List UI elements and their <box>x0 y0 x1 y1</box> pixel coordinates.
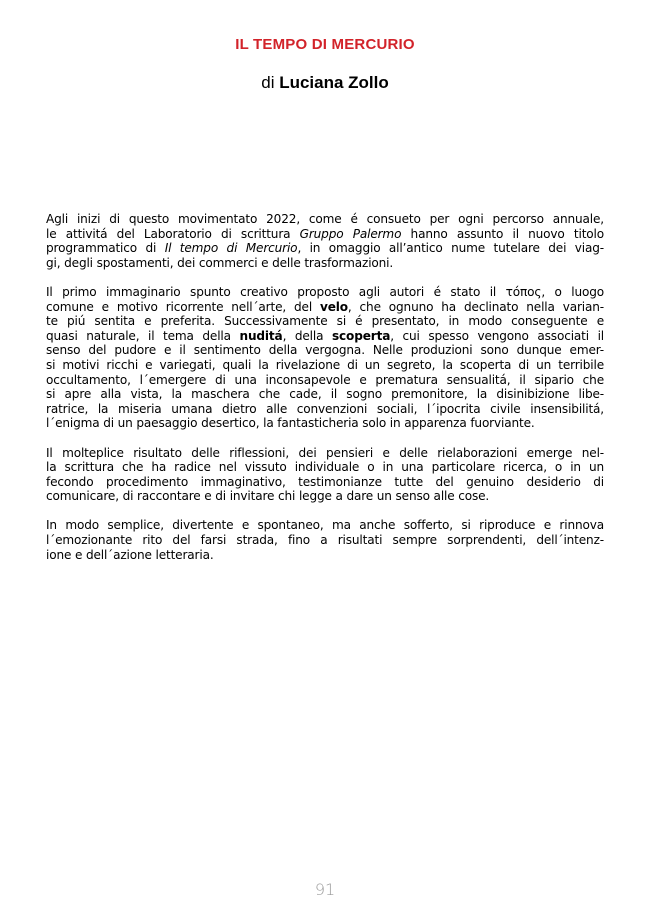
text-run: comunicare, di raccontare e di invitare chi legge a dare un senso alle cose. <box>46 489 490 504</box>
text-line <box>46 387 604 402</box>
paragraph <box>46 212 604 270</box>
text-line <box>46 460 604 475</box>
text-run: l´emozionante rito del farsi strada, fino a risultati sempre sorprendenti, dell´intenz- <box>46 533 604 548</box>
text-run: Il primo immaginario spunto creativo proposto agli autori é stato il τόπος, o luogo <box>46 284 604 299</box>
text-run: ratrice, la miseria umana dietro alle convenzioni sociali, l´ipocrita civile insensibilitá, <box>46 401 604 416</box>
text-run: hanno assunto il nuovo titolo <box>401 226 604 241</box>
text-run: le attivitá del Laboratorio di scrittura <box>46 226 300 241</box>
byline <box>0 73 650 93</box>
byline-prefix: di <box>261 73 275 92</box>
text-line <box>46 548 604 563</box>
text-run: l´enigma di un paesaggio desertico, la fantasticheria solo in apparenza fuorviante. <box>46 416 535 431</box>
author-name: Luciana Zollo <box>279 73 389 92</box>
text-run: , cui spesso vengono associati il <box>390 328 604 343</box>
text-line <box>46 358 604 373</box>
text-run: occultamento, l´emergere di una inconsapevole e prematura sensualitá, il sipario che <box>46 372 604 387</box>
italic-title: Il tempo di Mercurio <box>164 241 298 256</box>
text-run: senso del pudore e il sentimento della vergogna. Nelle produzioni sono dunque emer- <box>46 343 604 358</box>
bold-term: nuditá <box>239 328 283 343</box>
text-run: si apre alla vista, la maschera che cade, il sogno premonitore, la disinibizione libe- <box>46 387 604 402</box>
text-run: , della <box>282 328 332 343</box>
text-line <box>46 241 604 256</box>
article-body <box>46 212 604 577</box>
text-line <box>46 329 604 344</box>
text-line <box>46 533 604 548</box>
text-line <box>46 446 604 461</box>
bold-term: velo <box>319 299 348 314</box>
text-line <box>46 489 604 504</box>
text-run: si motivi ricchi e variegati, quali la rivelazione di un segreto, la scoperta di un terribile <box>46 357 604 372</box>
text-run: gi, degli spostamenti, dei commerci e delle trasformazioni. <box>46 255 394 270</box>
text-run: , che ognuno ha declinato nella varian- <box>347 299 604 314</box>
text-line <box>46 227 604 242</box>
bold-term: scoperta <box>331 328 391 343</box>
text-line <box>46 475 604 490</box>
text-line <box>46 256 604 271</box>
paragraph <box>46 446 604 504</box>
text-run: quasi naturale, il tema della <box>46 328 240 343</box>
text-line <box>46 373 604 388</box>
text-line <box>46 212 604 227</box>
text-run: Il molteplice risultato delle riflessioni, dei pensieri e delle rielaborazioni emerge nel- <box>46 445 604 460</box>
text-line <box>46 300 604 315</box>
text-run: Agli inizi di questo movimentato 2022, come é consueto per ogni percorso annuale, <box>46 212 604 226</box>
text-run: ione e dell´azione letteraria. <box>46 547 214 562</box>
text-run: fecondo procedimento immaginativo, testimonianze tutte del genuino desiderio di <box>46 474 604 489</box>
text-line <box>46 402 604 417</box>
page-number: 91 <box>314 880 336 899</box>
text-run: In modo semplice, divertente e spontaneo, ma anche sofferto, si riproduce e rinnova <box>46 518 604 533</box>
text-run: , in omaggio all’antico nume tutelare dei viag- <box>297 241 604 256</box>
text-line <box>46 518 604 533</box>
text-line <box>46 285 604 300</box>
paragraph <box>46 285 604 431</box>
text-line <box>46 416 604 431</box>
text-line <box>46 343 604 358</box>
text-run: la scrittura che ha radice nel vissuto individuale o in una particolare ricerca, o in un <box>46 460 604 475</box>
text-run: te piú sentita e preferita. Successivamente si é presentato, in modo conseguente e <box>46 314 604 329</box>
text-line <box>46 314 604 329</box>
paragraph <box>46 518 604 562</box>
text-run: programmatico di <box>46 241 165 256</box>
text-run: comune e motivo ricorrente nell´arte, del <box>46 299 320 314</box>
italic-title: Gruppo Palermo <box>299 226 402 241</box>
page-title: IL TEMPO DI MERCURIO <box>235 36 415 53</box>
